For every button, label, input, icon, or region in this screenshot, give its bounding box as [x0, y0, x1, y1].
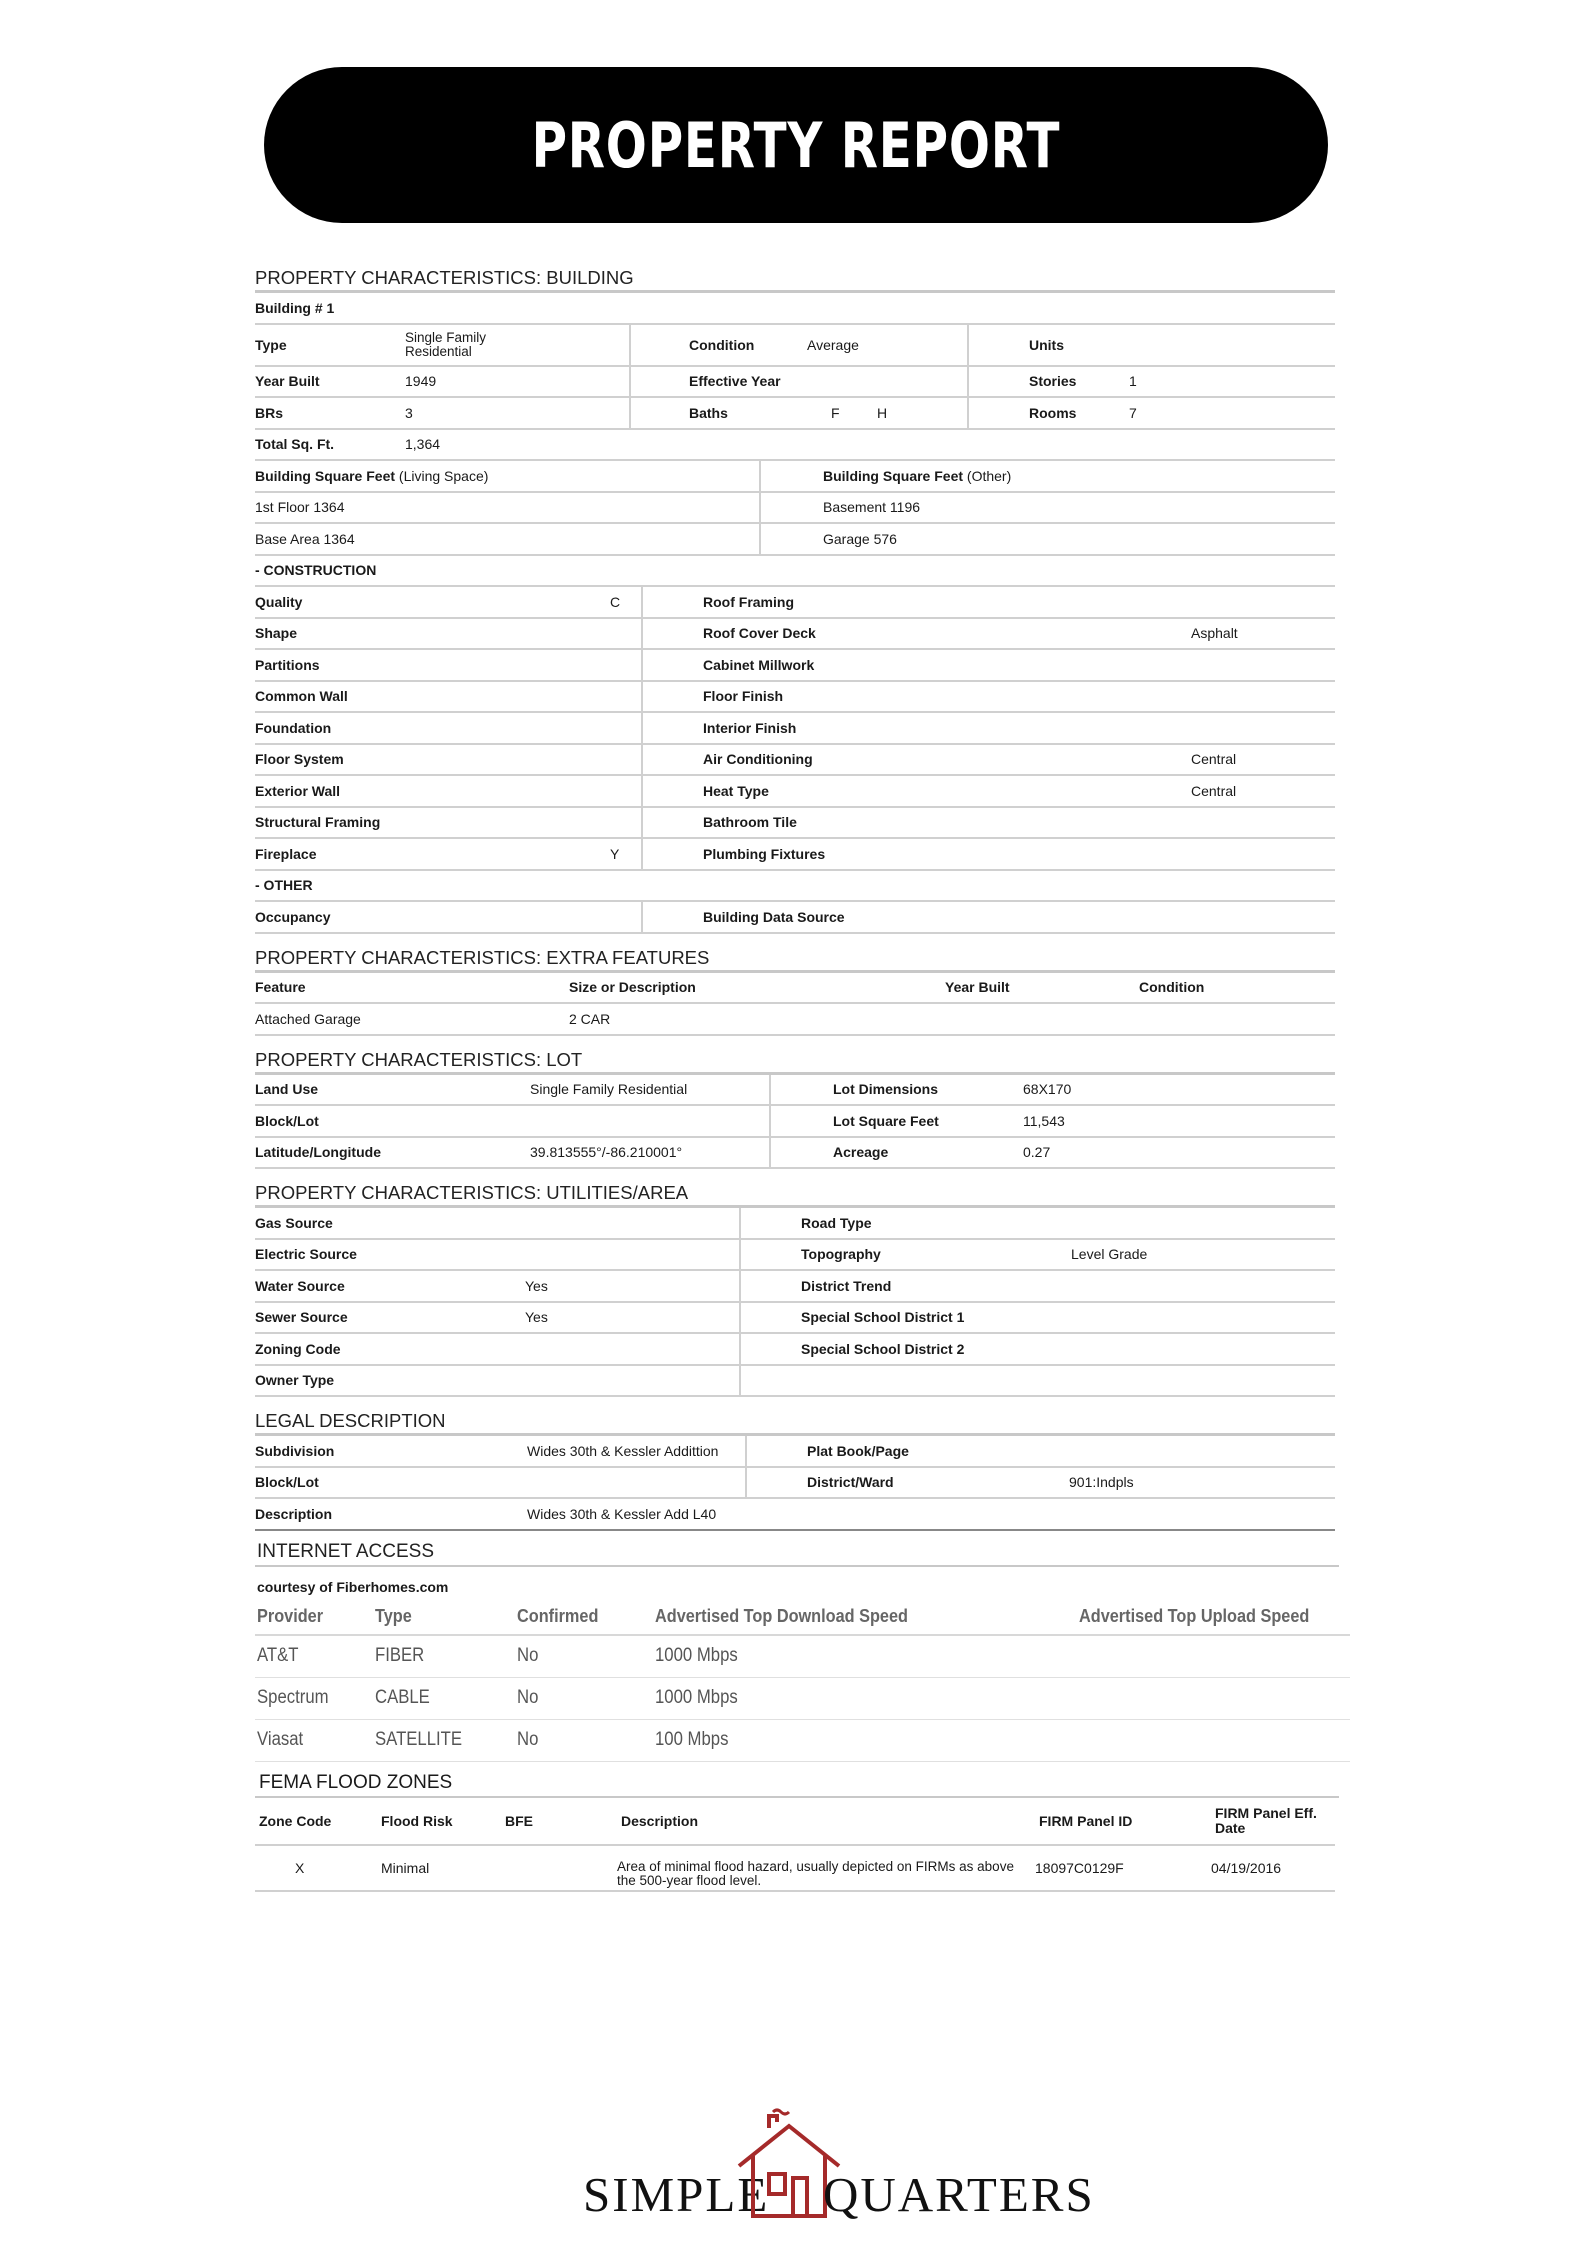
type-cell: FIBER — [375, 1645, 425, 1666]
utilities-right-label: Road Type — [801, 1214, 872, 1231]
property-report — [255, 264, 1335, 1892]
fema-header-panel-date: FIRM Panel Eff. Date — [1215, 1804, 1317, 1836]
construction-right-label: Heat Type — [703, 782, 769, 799]
construction-left-label: Floor System — [255, 751, 344, 768]
extra-header-condition: Condition — [1139, 979, 1205, 996]
data-source-label: Building Data Source — [703, 908, 845, 925]
fema-zone: X — [295, 1859, 305, 1876]
internet-section — [255, 1537, 1335, 1762]
bsf-other-label: Building Square Feet — [823, 467, 964, 484]
total-sqft-label: Total Sq. Ft. — [255, 436, 335, 453]
base-area: Base Area 1364 — [255, 530, 355, 547]
construction-row — [255, 587, 1335, 619]
construction-row — [255, 650, 1335, 682]
fema-header-row — [255, 1798, 1335, 1846]
lot-row — [255, 1075, 1335, 1107]
construction-right-label: Floor Finish — [703, 688, 784, 705]
type-label: Type — [255, 336, 287, 353]
type-row — [255, 325, 1335, 367]
legal-right-label: Plat Book/Page — [807, 1442, 909, 1459]
legal-row — [255, 1436, 1335, 1468]
basement: Basement 1196 — [823, 499, 921, 516]
fema-header-bfe: BFE — [505, 1812, 533, 1829]
download-cell: 1000 Mbps — [655, 1687, 738, 1708]
garage: Garage 576 — [823, 530, 897, 547]
extra-row — [255, 1004, 1335, 1036]
construction-left-label: Quality — [255, 593, 303, 610]
lot-right-value: 0.27 — [1023, 1144, 1051, 1161]
construction-table — [255, 587, 1335, 871]
lot-left-label: Block/Lot — [255, 1112, 319, 1129]
utilities-left-label: Sewer Source — [255, 1309, 348, 1326]
download-cell: 100 Mbps — [655, 1729, 729, 1750]
extra-header-row — [255, 973, 1335, 1005]
construction-left-label: Foundation — [255, 719, 332, 736]
construction-right-label: Cabinet Millwork — [703, 656, 815, 673]
utilities-left-label: Water Source — [255, 1277, 345, 1294]
legal-left-value: Wides 30th & Kessler Addittion — [527, 1442, 719, 1459]
confirmed-cell: No — [517, 1687, 539, 1708]
internet-courtesy: courtesy of Fiberhomes.com — [257, 1578, 449, 1595]
construction-right-value: Central — [1191, 782, 1237, 799]
utilities-right-label: Special School District 2 — [801, 1340, 965, 1357]
download-cell: 1000 Mbps — [655, 1645, 738, 1666]
legal-description-value: Wides 30th & Kessler Add L40 — [527, 1505, 717, 1522]
construction-row — [255, 619, 1335, 651]
utilities-row — [255, 1303, 1335, 1335]
internet-table — [255, 1636, 1335, 1762]
bsf-header-row — [255, 461, 1335, 493]
section-title-fema: FEMA FLOOD ZONES — [255, 1762, 1339, 1798]
extra-feature: Attached Garage — [255, 1010, 361, 1027]
lot-left-value: 39.813555°/-86.210001° — [530, 1144, 683, 1161]
bsf-living-sub: (Living Space) — [398, 467, 489, 484]
construction-left-value: C — [610, 593, 621, 610]
construction-right-label: Air Conditioning — [703, 751, 813, 768]
first-floor: 1st Floor 1364 — [255, 499, 345, 516]
utilities-row — [255, 1366, 1335, 1398]
construction-heading-row — [255, 556, 1335, 588]
lot-row — [255, 1106, 1335, 1138]
confirmed-cell: No — [517, 1645, 539, 1666]
internet-header-download: Advertised Top Download Speed — [655, 1605, 908, 1626]
page-title: PROPERTY REPORT — [531, 108, 1061, 182]
company-logo — [583, 2108, 1095, 2222]
type-value: Single Family Residential — [405, 329, 487, 359]
construction-row — [255, 713, 1335, 745]
confirmed-cell: No — [517, 1729, 539, 1750]
lot-left-label: Land Use — [255, 1081, 319, 1098]
condition-value: Average — [807, 336, 859, 353]
construction-right-label: Bathroom Tile — [703, 814, 797, 831]
utilities-left-label: Owner Type — [255, 1372, 335, 1389]
first-floor-row — [255, 493, 1335, 525]
section-title-lot: PROPERTY CHARACTERISTICS: LOT — [255, 1046, 1335, 1075]
lot-right-value: 68X170 — [1023, 1081, 1072, 1098]
extra-header-size: Size or Description — [569, 979, 696, 996]
building-number-row — [255, 293, 1335, 325]
legal-description-label: Description — [255, 1505, 333, 1522]
fema-panel-id: 18097C0129F — [1035, 1859, 1124, 1876]
occupancy-row — [255, 902, 1335, 934]
internet-header-provider: Provider — [257, 1605, 324, 1626]
fema-header-risk: Flood Risk — [381, 1812, 453, 1829]
construction-right-label: Interior Finish — [703, 719, 797, 736]
extra-size: 2 CAR — [569, 1010, 611, 1027]
fema-header-panel-id: FIRM Panel ID — [1039, 1812, 1133, 1829]
baths-label: Baths — [689, 404, 728, 421]
construction-left-label: Partitions — [255, 656, 320, 673]
fema-row — [255, 1846, 1335, 1892]
utilities-right-value: Level Grade — [1071, 1246, 1148, 1263]
bsf-other-sub: (Other) — [966, 467, 1012, 484]
utilities-row — [255, 1208, 1335, 1240]
effective-year-label: Effective Year — [689, 373, 781, 390]
utilities-left-label: Zoning Code — [255, 1340, 341, 1357]
extra-header-feature: Feature — [255, 979, 306, 996]
lot-row — [255, 1138, 1335, 1170]
title-banner — [264, 67, 1328, 223]
construction-left-label: Common Wall — [255, 688, 348, 705]
utilities-right-label: Topography — [801, 1246, 881, 1263]
internet-row — [255, 1678, 1350, 1720]
total-sqft-row — [255, 430, 1335, 462]
construction-left-value: Y — [610, 845, 620, 862]
legal-right-value: 901:Indpls — [1069, 1474, 1134, 1491]
construction-left-label: Structural Framing — [255, 814, 381, 831]
construction-heading: - CONSTRUCTION — [255, 562, 377, 579]
lot-left-value: Single Family Residential — [530, 1081, 688, 1098]
section-title-building: PROPERTY CHARACTERISTICS: BUILDING — [255, 264, 1335, 293]
year-built-label: Year Built — [255, 373, 320, 390]
legal-row — [255, 1468, 1335, 1500]
lot-right-label: Acreage — [833, 1144, 889, 1161]
utilities-left-value: Yes — [525, 1309, 548, 1326]
type-cell: CABLE — [375, 1687, 430, 1708]
section-title-extra: PROPERTY CHARACTERISTICS: EXTRA FEATURES — [255, 944, 1335, 973]
utilities-right-label: Special School District 1 — [801, 1309, 965, 1326]
fema-header-description: Description — [621, 1812, 699, 1829]
brs-label: BRs — [255, 404, 284, 421]
fema-description: Area of minimal flood hazard, usually depicted on FIRMs as above the 500-year flood level. — [617, 1858, 1014, 1888]
utilities-row — [255, 1240, 1335, 1272]
fema-header-zone: Zone Code — [259, 1812, 332, 1829]
section-title-utilities: PROPERTY CHARACTERISTICS: UTILITIES/AREA — [255, 1179, 1335, 1208]
legal-table — [255, 1436, 1335, 1499]
brs-row — [255, 398, 1335, 430]
utilities-row — [255, 1334, 1335, 1366]
utilities-table — [255, 1208, 1335, 1397]
legal-left-label: Subdivision — [255, 1442, 335, 1459]
construction-row — [255, 745, 1335, 777]
year-built-row — [255, 367, 1335, 399]
construction-right-value: Asphalt — [1191, 625, 1238, 642]
provider-cell: AT&T — [257, 1645, 299, 1666]
section-title-legal: LEGAL DESCRIPTION — [255, 1407, 1335, 1436]
section-title-internet: INTERNET ACCESS — [255, 1537, 1339, 1567]
legal-description-row — [255, 1499, 1335, 1531]
brs-value: 3 — [405, 404, 413, 421]
baths-h: H — [877, 404, 888, 421]
lot-right-label: Lot Square Feet — [833, 1112, 939, 1129]
other-heading: - OTHER — [255, 877, 313, 894]
total-sqft-value: 1,364 — [405, 436, 441, 453]
construction-left-label: Fireplace — [255, 845, 317, 862]
utilities-left-label: Gas Source — [255, 1214, 333, 1231]
utilities-left-label: Electric Source — [255, 1246, 357, 1263]
baths-f: F — [831, 404, 840, 421]
lot-left-label: Latitude/Longitude — [255, 1144, 381, 1161]
construction-right-value: Central — [1191, 751, 1237, 768]
year-built-value: 1949 — [405, 373, 437, 390]
internet-header-row — [255, 1599, 1350, 1636]
stories-value: 1 — [1129, 373, 1137, 390]
construction-right-label: Plumbing Fixtures — [703, 845, 826, 862]
internet-header-type: Type — [375, 1605, 412, 1626]
base-area-row — [255, 524, 1335, 556]
construction-right-label: Roof Cover Deck — [703, 625, 816, 642]
stories-label: Stories — [1029, 373, 1077, 390]
construction-row — [255, 682, 1335, 714]
logo-text-right: QUARTERS — [823, 2167, 1095, 2222]
rooms-value: 7 — [1129, 404, 1137, 421]
internet-row — [255, 1720, 1350, 1762]
provider-cell: Spectrum — [257, 1687, 329, 1708]
logo-text-left: SIMPLE — [583, 2167, 770, 2222]
rooms-label: Rooms — [1029, 404, 1077, 421]
utilities-left-value: Yes — [525, 1277, 548, 1294]
legal-right-label: District/Ward — [807, 1474, 894, 1491]
units-label: Units — [1029, 336, 1064, 353]
construction-left-label: Shape — [255, 625, 298, 642]
occupancy-label: Occupancy — [255, 908, 331, 925]
fema-panel-date: 04/19/2016 — [1211, 1859, 1282, 1876]
fema-risk: Minimal — [381, 1859, 430, 1876]
lot-right-label: Lot Dimensions — [833, 1081, 939, 1098]
construction-row — [255, 808, 1335, 840]
extra-header-year: Year Built — [945, 979, 1010, 996]
condition-label: Condition — [689, 336, 755, 353]
bsf-living-label: Building Square Feet — [255, 467, 396, 484]
utilities-row — [255, 1271, 1335, 1303]
internet-row — [255, 1636, 1350, 1678]
legal-left-label: Block/Lot — [255, 1474, 319, 1491]
utilities-right-label: District Trend — [801, 1277, 892, 1294]
building-number: Building # 1 — [255, 299, 335, 316]
construction-row — [255, 776, 1335, 808]
internet-header-confirmed: Confirmed — [517, 1605, 599, 1626]
lot-right-value: 11,543 — [1023, 1112, 1065, 1129]
internet-header-upload: Advertised Top Upload Speed — [1079, 1605, 1310, 1626]
other-heading-row — [255, 871, 1335, 903]
construction-row — [255, 839, 1335, 871]
provider-cell: Viasat — [257, 1729, 304, 1750]
construction-right-label: Roof Framing — [703, 593, 794, 610]
type-cell: SATELLITE — [375, 1729, 463, 1750]
construction-left-label: Exterior Wall — [255, 782, 341, 799]
lot-table — [255, 1075, 1335, 1170]
